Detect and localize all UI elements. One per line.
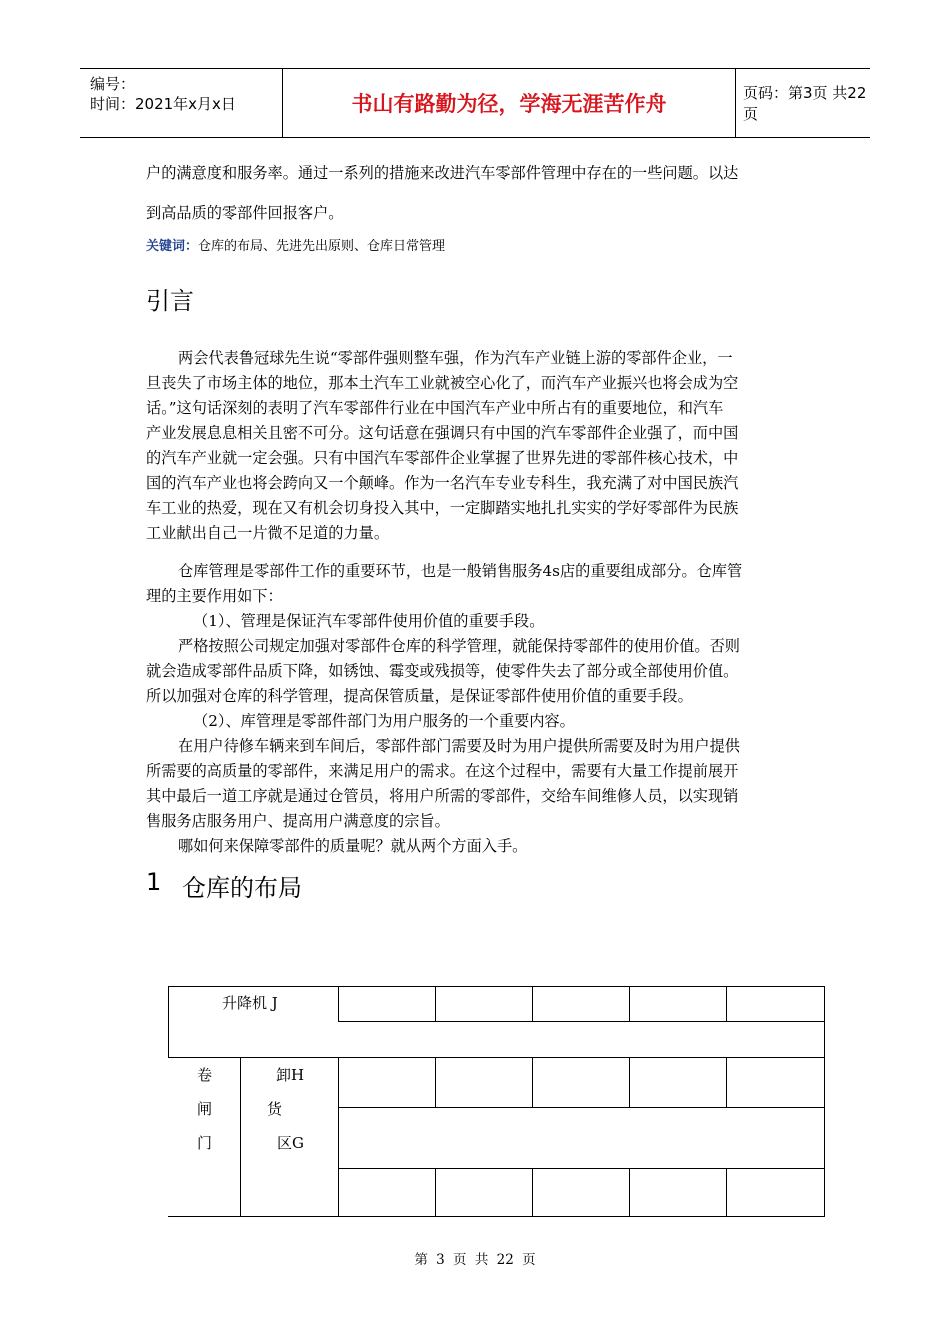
diagram-line <box>532 1057 533 1108</box>
diagram-line <box>629 1168 630 1217</box>
keywords-label: 关键词： <box>146 239 199 254</box>
diagram-line <box>240 1057 241 1217</box>
diagram-line <box>629 986 630 1022</box>
paragraph-line: 旦丧失了市场主体的地位，那本土汽车工业就被空心化了，而汽车产业振兴也将会成为空 <box>146 374 739 392</box>
gate-label-char: 门 <box>197 1134 213 1152</box>
keywords <box>146 235 445 254</box>
paragraph-line: 严格按照公司规定加强对零部件仓库的科学管理，就能保持零部件的使用价值。否则 <box>178 637 740 655</box>
time-label: 时间：2021年x月x日 <box>90 95 236 113</box>
paragraph-line: 理的主要作用如下： <box>146 587 283 605</box>
paragraph-line: 车工业的热爱，现在又有机会切身投入其中，一定脚踏实地扎扎实实的学好零部件为民族 <box>146 499 739 517</box>
intro-line: 到高品质的零部件回报客户。 <box>146 204 344 222</box>
gate-label-char: 卷 <box>197 1066 213 1084</box>
page-footer: 第 3 页 共 22 页 <box>414 1252 536 1268</box>
paragraph-line: 产业发展息息相关且密不可分。这句话意在强调只有中国的汽车零部件企业强了，而中国 <box>146 424 739 442</box>
paragraph-line: 工业献出自己一片微不足道的力量。 <box>146 524 389 542</box>
preface-heading: 引言 <box>146 287 194 315</box>
paragraph-line: 在用户待修车辆来到车间后，零部件部门需要及时为用户提供所需要及时为用户提供 <box>178 737 740 755</box>
section-number: 1 <box>146 868 162 896</box>
lift-label: 升降机 J <box>222 994 278 1012</box>
diagram-line <box>338 1107 824 1108</box>
paragraph-line: 所以加强对仓库的科学管理，提高保管质量，是保证零部件使用价值的重要手段。 <box>146 687 693 705</box>
paragraph-line: 的汽车产业就一定会强。只有中国汽车零部件企业掌握了世界先进的零部件核心技术，中 <box>146 449 739 467</box>
diagram-line <box>338 986 339 1022</box>
header-motto: 书山有路勤为径，学海无涯苦作舟 <box>282 69 736 137</box>
paragraph-line: 哪如何来保障零部件的质量呢？就从两个方面入手。 <box>178 837 528 855</box>
serial-label: 编号： <box>90 75 136 93</box>
diagram-line <box>726 986 727 1022</box>
diagram-line <box>629 1057 630 1108</box>
diagram-line <box>338 1021 824 1022</box>
diagram-line <box>726 1057 727 1108</box>
paragraph-line: 就会造成零部件品质下降，如锈蚀、霉变或残损等，使零件失去了部分或全部使用价值。 <box>146 662 739 680</box>
paragraph-line: 所需要的高质量的零部件，来满足用户的需求。在这个过程中，需要有大量工作提前展开 <box>146 762 739 780</box>
diagram-line <box>168 986 169 1058</box>
diagram-line <box>338 1168 824 1169</box>
diagram-line <box>532 1168 533 1217</box>
paragraph-line: （2）、库管理是零部件部门为用户服务的一个重要内容。 <box>193 712 575 730</box>
diagram-line <box>824 986 825 1217</box>
paragraph-line: 话。”这句话深刻的表明了汽车零部件行业在中国汽车产业中所占有的重要地位，和汽车 <box>146 399 724 417</box>
unload-label-line: 货 <box>267 1100 283 1118</box>
intro-line: 户的满意度和服务率。通过一系列的措施来改进汽车零部件管理中存在的一些问题。以达 <box>146 164 739 182</box>
keywords-value: 仓库的布局、先进先出原则、仓库日常管理 <box>198 239 446 254</box>
diagram-line <box>338 1057 339 1217</box>
header-meta <box>80 69 282 137</box>
paragraph-line: 国的汽车产业也将会跨向又一个颠峰。作为一名汽车专业专科生，我充满了对中国民族汽 <box>146 474 739 492</box>
paragraph-line: 售服务店服务用户、提高用户满意度的宗旨。 <box>146 812 450 830</box>
header-page-info: 页码：第3页 共22页 <box>743 84 867 123</box>
diagram-line <box>435 986 436 1022</box>
paragraph-line: 其中最后一道工序就是通过仓管员，将用户所需的零部件，交给车间维修人员，以实现销 <box>146 787 739 805</box>
diagram-line <box>532 986 533 1022</box>
unload-label-line: 区G <box>277 1134 304 1152</box>
paragraph-line: （1）、管理是保证汽车零部件使用价值的重要手段。 <box>193 612 545 630</box>
unload-label-line: 卸H <box>276 1066 305 1084</box>
section-title: 仓库的布局 <box>182 874 302 902</box>
paragraph-line: 仓库管理是零部件工作的重要环节，也是一般销售服务4s店的重要组成部分。仓库管 <box>178 562 743 580</box>
gate-label-char: 闸 <box>197 1100 213 1118</box>
paragraph-line: 两会代表鲁冠球先生说“零部件强则整车强，作为汽车产业链上游的零部件企业，一 <box>178 349 733 367</box>
page-header <box>80 68 870 138</box>
diagram-line <box>726 1168 727 1217</box>
diagram-line <box>435 1168 436 1217</box>
diagram-line <box>435 1057 436 1108</box>
